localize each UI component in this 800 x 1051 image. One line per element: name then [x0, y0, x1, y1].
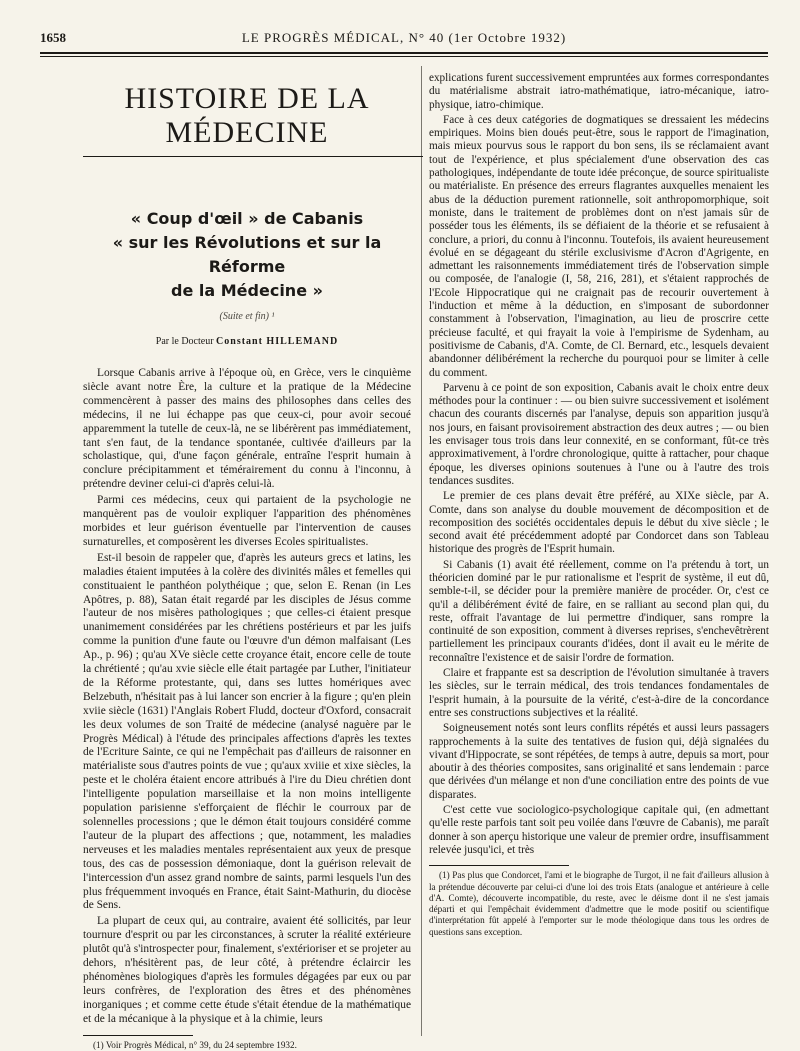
page-number: 1658	[40, 30, 66, 45]
paragraph: Est-il besoin de rappeler que, d'après les auteurs grecs et latins, les maladies étaient imputées à la colère des divinités mâles et femelles qui constituaient le panthéon polythéique ; que, selon E. Renan (in Les Apôtres, p. 88), Satan était regardé par les disciples de Jésus comme l'auteur de nos misères pathologiques ; que celles-ci étaient presque unanimement considérées par les chrétiens postérieurs et par les juifs comme la punition d'une faute ou l'œuvre d'un démon malfaisant (Les Ap., p. 96) ; qu'au XVe siècle cette croyance était, encore celle de toute la chrétienté ; qu'au xvie siècle elle était partagée par Luther, l'initiateur de la Réforme protestante, qui, dans ses luttes homériques avec Belzebuth, n'hésitait pas à lui lancer son encrier à la figure ; qu'en plein xviie siècle (1631) l'Anglais Robert Fludd, docteur d'Oxford, consacrait les deux volumes de son Traité de médecine (analysé naguère par le Progrès Médical) à l'étude des principales affections d'après les textes de l'Ecriture Sainte, ce qui ne l'empêchait pas d'ailleurs de raisonner en matérialiste sous d'autres points de vue ; qu'aux xviiie et xixe siècles, la peste et le choléra étaient encore attribués à l'ire du Dieu chrétien dont l'intelligente population marseillaise et la non moins intelligente population parisienne s'efforçaient de fléchir le courroux par de solennelles processions ; que le démon était toujours considéré comme l'auteur de la plupart des affections ; que, notamment, les maladies nerveuses et les maladies mentales représentaient aux yeux de presque tous, des cas de possession démoniaque, dont la guérison relevait de l'intercession d'un assez grand nombre de saints, parmi lesquels l'un des plus fréquemment invoqués en France, était Saint-Mathurin, du diocèse de Sens.	[83, 551, 411, 912]
footnote: (1) Voir Progrès Médical, n° 39, du 24 septembre 1932.	[93, 1039, 297, 1050]
header-rule	[40, 52, 768, 54]
paragraph: explications furent successivement empruntées aux formes correspondantes du matérialisme abstrait iatro-mathématique, iatro-mécanique, iatro-physique, iatro-chimique.	[429, 72, 769, 111]
article-title-line-3: de la Médecine »	[171, 281, 323, 300]
article-subtitle: (Suite et fin) ¹	[219, 311, 275, 322]
title-rule	[83, 156, 423, 157]
byline-prefix: Par le Docteur	[155, 336, 214, 347]
paragraph: Le premier de ces plans devait être préféré, au XIXe siècle, par A. Comte, dans son analyse du double mouvement de décomposition et de recomposition des sociétés occidentales depuis le début du xive siècle ; le second avait été précédemment adopté par Condorcet dans son Tableau historique des progrès de l'Esprit humain.	[429, 490, 769, 556]
author-name: Constant HILLEMAND	[216, 336, 339, 347]
header-rule-thin	[40, 56, 768, 57]
paragraph: La plupart de ceux qui, au contraire, avaient été sollicités, par leur tournure d'esprit ou par les circonstances, à scruter la réalité extérieure plutôt qu'à s'introspecter pour, finalement, s'extérioriser et se projeter au dehors, n'hésitèrent pas, de leur côté, à prétendre éclaircir les phénomènes biologiques d'après les formules dégagées par eux ou par leurs confrères, de l'exploration des êtres et des phénomènes inorganiques ; et comme cette étude s'était étendue de la mathématique et de la mécanique à la physique et à la chimie, leurs	[83, 915, 412, 1025]
paragraph: Claire et frappante est sa description de l'évolution simultanée à travers les siècles, sur le terrain médical, des trois tendances fondamentales de l'esprit humain, à la poursuite de la vérité, c'est-à-dire de la concordance entre ses constructions subjectives et la réalité.	[429, 667, 769, 719]
article-title-line-2: « sur les Révolutions et sur la Réforme	[112, 233, 382, 276]
section-title: HISTOIRE DE LA MÉDECINE	[124, 82, 370, 149]
footnote: (1) Pas plus que Condorcet, l'ami et le biographe de Turgot, il ne fait d'ailleurs allusion à la prétendue découverte par celui-ci d'une loi des trois Etats (analogue et antérieure à celle d'A. Comte), découverte incompatible, du reste, avec le déisme dont il ne s'est jamais départi et qui l'empêchait évidemment d'admettre que le mode positif ou scientifique d'interprétation fût appelé à l'emporter sur le mode théologique dans tous les ordres de questions sans exception.	[429, 870, 769, 937]
article-title-line-1: « Coup d'œil » de Cabanis	[130, 209, 364, 228]
paragraph: Lorsque Cabanis arrive à l'époque où, en Grèce, vers le cinquième siècle avant notre Ère, la culture et la pratique de la Médecine commencèrent à passer des mains des philosophes dans celles des médecins, il ne lui échappe pas que ceux-ci, pour avoir secoué apparemment la tutelle de ceux-là, ne se libérèrent pas immédiatement, tant s'en faut, de la tendance spontanée, cultivée d'ailleurs par la scholastique, qui, d'une façon générale, entraîne l'esprit humain à conclure précipitamment et témérairement du connu à l'inconnu, à prétendre deviner celui-ci d'après celui-là.	[83, 367, 411, 491]
byline	[83, 336, 411, 347]
running-header	[40, 28, 768, 48]
paragraph: C'est cette vue sociologico-psychologique capitale qui, (en admettant qu'elle reste parfois tant soit peu voilée dans l'œuvre de Cabanis), me paraît donner à son aperçu historique une valeur de premier ordre, insuffisamment relevée jusqu'ici, et très	[429, 804, 769, 856]
paragraph: Parvenu à ce point de son exposition, Cabanis avait le choix entre deux méthodes pour la continuer : — ou bien suivre successivement et isolément chacun des courants discernés par l'analyse, depuis son apparition jusqu'à nos jours, en faisant provisoirement abstraction des deux autres ; — ou bien les envisager tous trois dans leur connexité, en se conformant, fût-ce très approximativement, à l'ordre chronologique, quitte à rattacher, pour chaque époque, les diverses opinions soutenues à l'une ou à l'autre des trois tendances susdites.	[429, 381, 769, 487]
column-divider	[421, 66, 422, 1036]
paragraph: Soigneusement notés sont leurs conflits répétés et aussi leurs passagers rapprochements à la suite des tentatives de fusion qui, déjà signalées du vivant d'Hippocrate, se sont répétées, de temps à autre, depuis sa mort, pour aboutir à des théories composites, sans originalité et sans lendemain : parce que dérivées d'un mélange et non d'une conciliation entre des points de vue disparates.	[429, 722, 769, 801]
footnote-rule	[83, 1035, 193, 1036]
paragraph: Si Cabanis (1) avait été réellement, comme on l'a prétendu à tort, un théoricien dominé par le pur rationalisme et l'esprit de système, il eut dû, semble-t-il, se décider pour la première manière de procéder. Or, c'est ce qu'il a délibérément évité de faire, en se ralliant au second plan qui, du reste, offrait l'avantage de lui permettre d'indiquer, sans rompre la continuité de son exposition, comment à diverses reprises, s'enchevêtrèrent partiellement les principaux courants d'idées, dont il avait eu le mérite de reconnaître l'existence et de saisir l'ordre de formation.	[429, 558, 769, 664]
journal-header: LE PROGRÈS MÉDICAL, N° 40 (1er Octobre 1932)	[241, 30, 567, 45]
footnote-rule	[429, 865, 569, 866]
paragraph: Parmi ces médecins, ceux qui partaient de la psychologie ne manquèrent pas de vouloir expliquer l'apparition des phénomènes morbides et leur guérison éventuelle par l'intervention de causes surnaturelles, et composèrent les diverses Ecoles spiritualistes.	[83, 494, 411, 548]
left-column	[83, 70, 411, 1051]
right-column	[429, 72, 769, 938]
paragraph: Face à ces deux catégories de dogmatiques se dressaient les médecins empiriques. Moins bien doués peut-être, sous le rapport de l'imagination, mais mieux pourvus sous le rapport du bon sens, ils se réclamaient avant tout de l'expérience, et plus spécialement d'une observation des cas pathologiques, indépendante de toute idée préconçue, de source spiritualiste ou matérialiste. En présence des erreurs flagrantes auxquelles menaient les abus de la déduction purement rationnelle, soit anthropomorphique, soit moniste, dans le traitement de problèmes dont on n'est jamais sûr de posséder tous les éléments, ils se défiaient de la théorie et se refusaient à conclure, a priori, du connu à l'inconnu. Toutefois, ils avaient heureusement évolué en se dégageant du stérile exclusivisme d'Acron d'Agrigente, en admettant les raisonnements immédiatement tirés de l'observation simple ou composée, de l'analogie (I, 58, 216, 281), et s'étaient rapprochés de l'Ecole Hippocratique qui ne craignait pas de recourir ouvertement à l'induction et même à la déduction, en s'imposant de subordonner constamment à l'observation, l'imagination, au lieu de proscrire cette précieuse faculté, et qui frayait la voie à l'empirisme de Sydenham, au positivisme de Cabanis, d'A. Comte, de Cl. Bernard, etc., lesquels devaient abandonner délibérément la recherche du pourquoi pour se limiter à celle du comment.	[429, 113, 769, 379]
